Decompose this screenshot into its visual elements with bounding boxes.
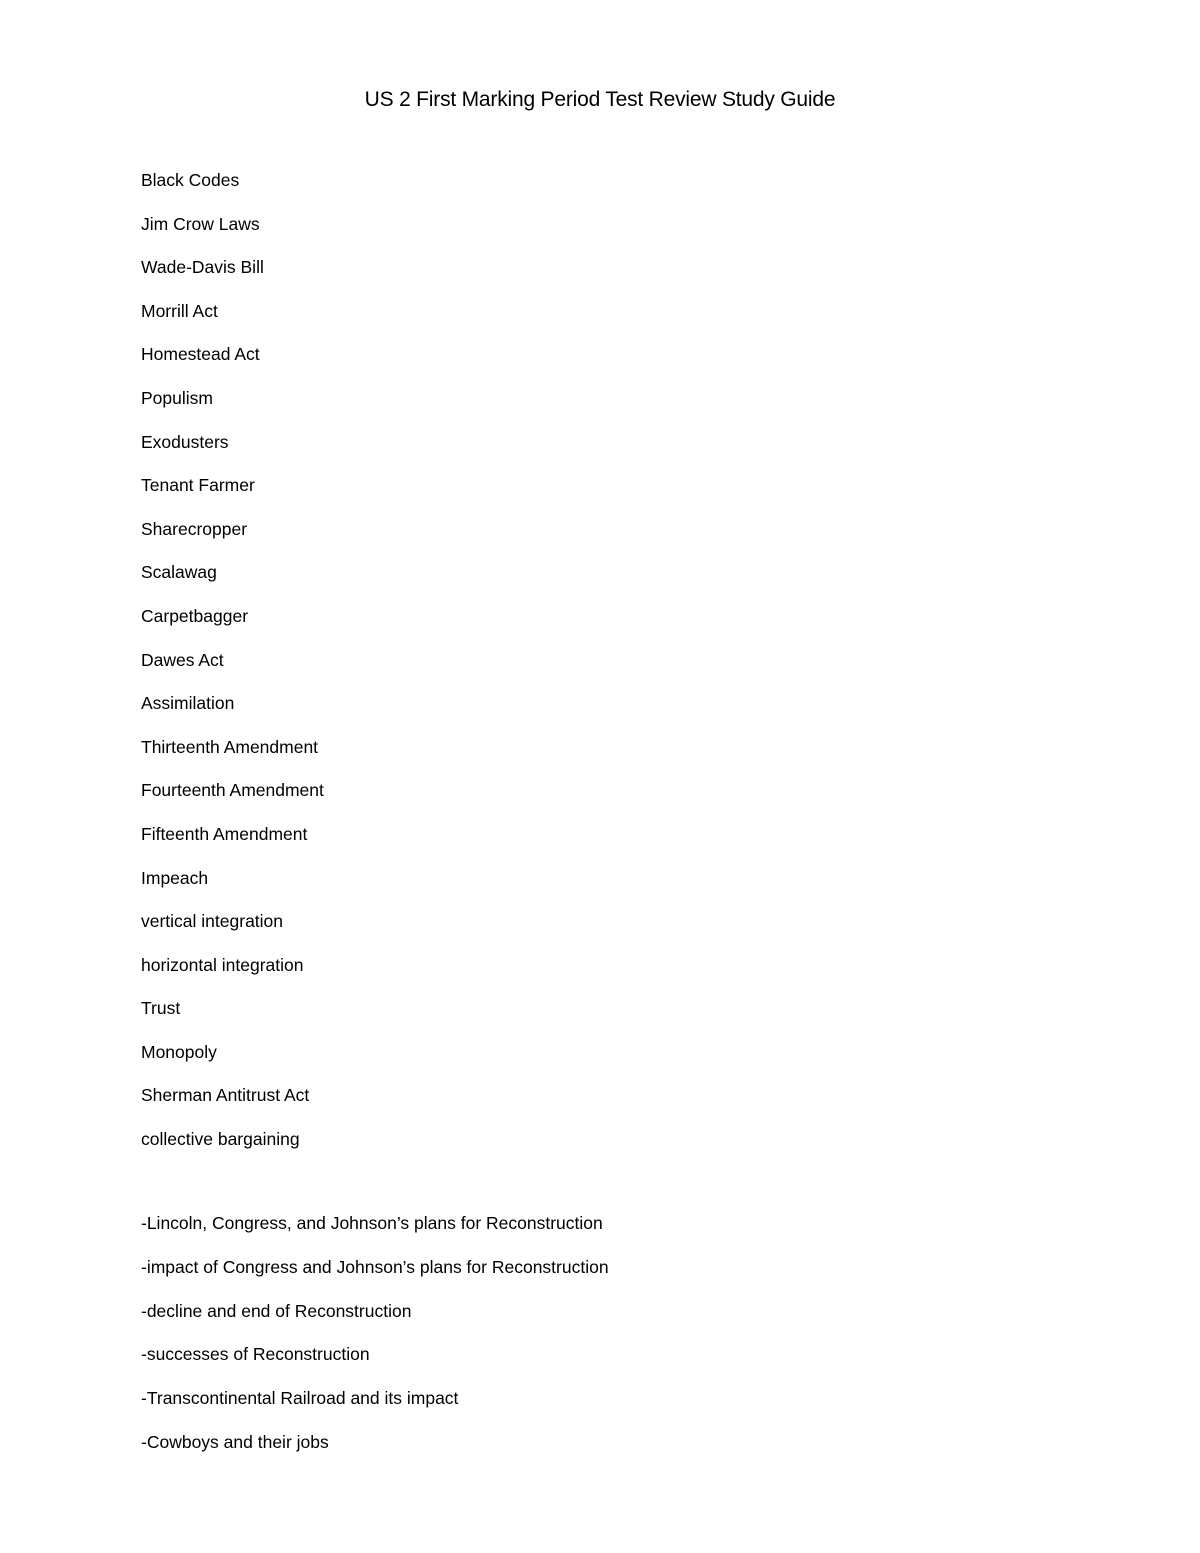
vocabulary-term: Sherman Antitrust Act: [141, 1085, 310, 1106]
vocabulary-term: Jim Crow Laws: [141, 213, 260, 234]
vocabulary-term: Wade-Davis Bill: [141, 257, 264, 278]
vocabulary-term: Thirteenth Amendment: [141, 736, 319, 757]
vocabulary-term: vertical integration: [141, 911, 284, 932]
vocabulary-term: Populism: [141, 387, 213, 408]
vocabulary-term: Tenant Farmer: [141, 475, 255, 496]
review-topic: -Cowboys and their jobs: [141, 1431, 329, 1452]
vocabulary-term: collective bargaining: [141, 1129, 300, 1150]
vocabulary-term-list: [141, 168, 324, 1171]
vocabulary-term: Trust: [141, 998, 181, 1019]
vocabulary-term: Sharecropper: [141, 518, 248, 539]
vocabulary-term: Exodusters: [141, 431, 229, 452]
review-topic: -Lincoln, Congress, and Johnson’s plans for Reconstruction: [141, 1213, 603, 1233]
vocabulary-term: Dawes Act: [141, 649, 224, 670]
vocabulary-term: Fifteenth Amendment: [141, 823, 308, 844]
review-topic: -impact of Congress and Johnson’s plans for Reconstruction: [141, 1256, 609, 1277]
vocabulary-term: Impeach: [141, 867, 209, 888]
review-topic-list: [141, 1211, 609, 1474]
review-topic: -decline and end of Reconstruction: [141, 1300, 412, 1321]
vocabulary-term: Monopoly: [141, 1041, 217, 1062]
document-title: US 2 First Marking Period Test Review Study Guide: [364, 88, 836, 111]
review-topic: -Transcontinental Railroad and its impact: [141, 1388, 459, 1409]
vocabulary-term: Morrill Act: [141, 300, 218, 321]
review-topic: -successes of Reconstruction: [141, 1344, 370, 1365]
vocabulary-term: Fourteenth Amendment: [141, 780, 324, 801]
vocabulary-term: Carpetbagger: [141, 605, 249, 626]
vocabulary-term: horizontal integration: [141, 954, 304, 975]
vocabulary-term: Scalawag: [141, 562, 217, 583]
vocabulary-term: Assimilation: [141, 693, 235, 714]
vocabulary-term: Homestead Act: [141, 344, 260, 365]
vocabulary-term: Black Codes: [141, 170, 240, 190]
